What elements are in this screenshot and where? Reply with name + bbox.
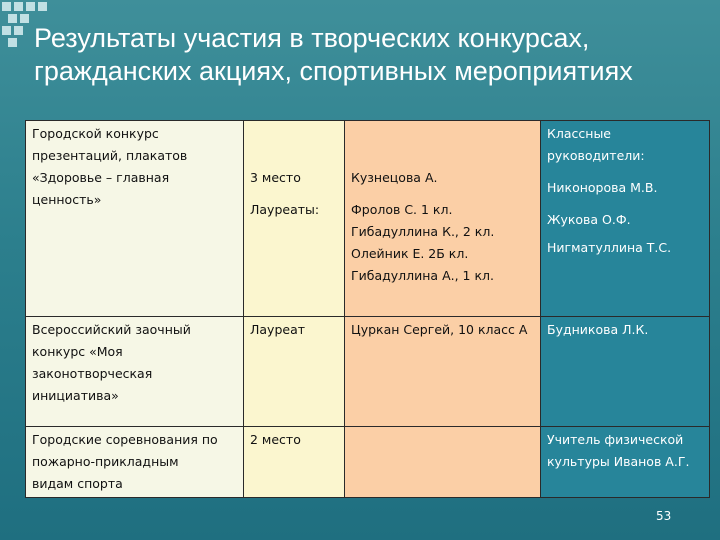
event-line: Городской конкурс <box>32 126 159 141</box>
event-line: конкурс «Моя <box>32 344 123 359</box>
event-line: видам спорта <box>32 476 123 491</box>
event-line: Городские соревнования по <box>32 432 218 447</box>
slide-title-line-1: Результаты участия в творческих конкурсах, <box>34 23 590 53</box>
participants-cell <box>345 121 541 317</box>
place-subtext: Лауреаты: <box>250 202 320 217</box>
place-text: 2 место <box>250 432 301 447</box>
place-text: Лауреат <box>250 322 306 337</box>
teacher-name: Жукова О.Ф. <box>547 212 631 227</box>
teacher-name: Никонорова М.В. <box>547 180 658 195</box>
place-cell <box>244 121 345 317</box>
teachers-cell <box>541 317 710 427</box>
participants-cell <box>345 427 541 498</box>
teacher-name: Учитель физической <box>547 432 684 447</box>
participant-name: Олейник Е. 2Б кл. <box>351 246 469 261</box>
event-line: ценность» <box>32 192 102 207</box>
participant-name: Фролов С. 1 кл. <box>351 202 453 217</box>
participant-name: Кузнецова А. <box>351 170 438 185</box>
participant-name: Гибадуллина К., 2 кл. <box>351 224 495 239</box>
event-line: законотворческая <box>32 366 153 381</box>
slide-title <box>34 22 704 88</box>
teacher-name: Нигматуллина Т.С. <box>547 240 672 255</box>
teacher-name: культуры Иванов А.Г. <box>547 454 690 469</box>
teacher-name: Будникова Л.К. <box>547 322 649 337</box>
place-text: 3 место <box>250 170 301 185</box>
table-row <box>26 317 710 427</box>
page-number: 53 <box>656 509 672 523</box>
participant-name: Гибадуллина А., 1 кл. <box>351 268 494 283</box>
participant-name: Цуркан Сергей, 10 класс А <box>351 322 528 337</box>
place-cell <box>244 427 345 498</box>
teachers-cell <box>541 121 710 317</box>
participants-cell <box>345 317 541 427</box>
event-line: инициатива» <box>32 388 119 403</box>
event-line: презентаций, плакатов <box>32 148 188 163</box>
event-cell <box>26 317 244 427</box>
event-cell <box>26 121 244 317</box>
event-line: пожарно-прикладным <box>32 454 179 469</box>
event-cell <box>26 427 244 498</box>
results-table <box>25 120 710 498</box>
teachers-header: руководители: <box>547 148 645 163</box>
slide-title-line-2: гражданских акциях, спортивных мероприятиях <box>34 56 633 86</box>
table-row <box>26 121 710 317</box>
event-line: «Здоровье – главная <box>32 170 170 185</box>
teachers-cell <box>541 427 710 498</box>
place-cell <box>244 317 345 427</box>
teachers-header: Классные <box>547 126 612 141</box>
event-line: Всероссийский заочный <box>32 322 191 337</box>
table-row <box>26 427 710 498</box>
